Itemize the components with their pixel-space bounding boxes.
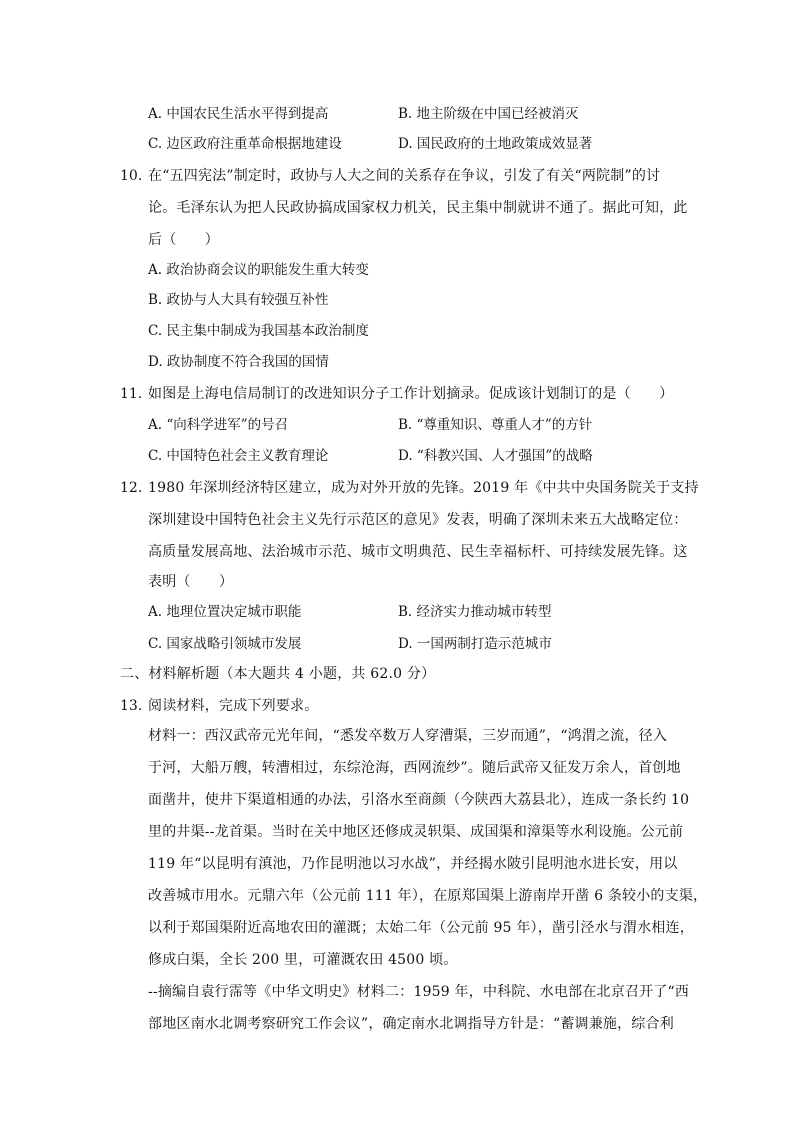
q11-option-d: D. “科教兴国、人才强国”的战略 [398,448,593,464]
q10-stem-line-3: 后（ ） [148,232,219,248]
q10-option-d: D. 政协制度不符合我国的国情 [148,354,329,370]
q11-option-c: C. 中国特色社会主义教育理论 [148,448,329,464]
q13-material-line-6: 改善城市用水。元鼎六年（公元前 111 年），在原郑国渠上游南岸开凿 6 条较小的支渠， [148,888,708,904]
q13-stem: 阅读材料，完成下列要求。 [148,698,319,714]
q12-stem-line-4: 表明（ ） [148,574,234,590]
q10-number: 10. [120,168,143,184]
q12-stem-line-1: 1980 年深圳经济特区建立，成为对外开放的先锋。2019 年《中共中央国务院关于支持 [148,480,699,496]
q12-stem-line-2: 深圳建设中国特色社会主义先行示范区的意见》发表，明确了深圳未来五大战略定位： [148,512,688,528]
q12-option-a: A. 地理位置决定城市职能 [148,604,302,620]
q13-material-line-9: --摘编自袁行霈等《中华文明史》材料二：1959 年，中科院、水电部在北京召开了“西 [148,984,690,1000]
q13-material-line-8: 修成白渠，全长 200 里，可灌溉农田 4500 顷。 [148,952,458,968]
q13-material-line-4: 里的井渠--龙首渠。当时在关中地区还修成灵轵渠、成国渠和漳渠等水利设施。公元前 [148,824,684,840]
q13-material-line-3: 面凿井，使井下渠道相通的办法，引洛水至商颜（今陕西大荔县北），连成一条长约 10 [148,792,690,808]
q12-option-d: D. 一国两制打造示范城市 [398,636,552,652]
q9-option-c: C. 边区政府注重革命根据地建设 [148,136,342,152]
q12-option-b: B. 经济实力推动城市转型 [398,604,552,620]
q9-option-d: D. 国民政府的土地政策成效显著 [398,136,593,152]
section-2-heading: 二、材料解析题（本大题共 4 小题，共 62.0 分） [120,666,436,682]
q11-number: 11. [120,386,143,402]
q13-material-line-10: 部地区南水北调考察研究工作会议”，确定南水北调指导方针是：“蓄调兼施，综合利 [148,1016,674,1032]
q10-option-b: B. 政协与人大具有较强互补性 [148,292,329,308]
q11-option-a: A. “向科学进军”的号召 [148,417,289,433]
q13-material-line-2: 于河，大船万艘，转漕相过，东综沧海，西网流纱”。随后武帝又征发万余人，首创地 [148,760,681,776]
q10-option-a: A. 政治协商会议的职能发生重大转变 [148,262,369,278]
q11-stem-line-1: 如图是上海电信局制订的改进知识分子工作计划摘录。促成该计划制订的是（ ） [148,386,674,402]
q12-option-c: C. 国家战略引领城市发展 [148,636,302,652]
q10-stem-line-1: 在“五四宪法”制定时，政协与人大之间的关系存在争议，引发了有关“两院制”的讨 [148,168,661,184]
q11-option-b: B. “尊重知识、尊重人才”的方针 [398,417,593,433]
q13-material-line-5: 119 年“以昆明有滇池，乃作昆明池以习水战”，并经揭水陂引昆明池水进长安，用以 [148,856,678,872]
q12-number: 12. [120,480,143,496]
q9-option-b: B. 地主阶级在中国已经被消灭 [398,106,579,122]
q10-option-c: C. 民主集中制成为我国基本政治制度 [148,323,369,339]
q10-stem-line-2: 论。毛泽东认为把人民政协搞成国家权力机关，民主集中制就讲不通了。据此可知，此 [148,200,688,216]
q12-stem-line-3: 高质量发展高地、法治城市示范、城市文明典范、民生幸福标杆、可持续发展先锋。这 [148,544,688,560]
q13-material-line-1: 材料一：西汉武帝元光年间，“悉发卒数万人穿漕渠，三岁而通”，“鸿渭之流，径入 [148,728,668,744]
q13-number: 13. [120,698,143,714]
q9-option-a: A. 中国农民生活水平得到提高 [148,106,329,122]
q13-material-line-7: 以利于郑国渠附近高地农田的灌溉；太始二年（公元前 95 年），凿引泾水与渭水相连， [148,920,694,936]
